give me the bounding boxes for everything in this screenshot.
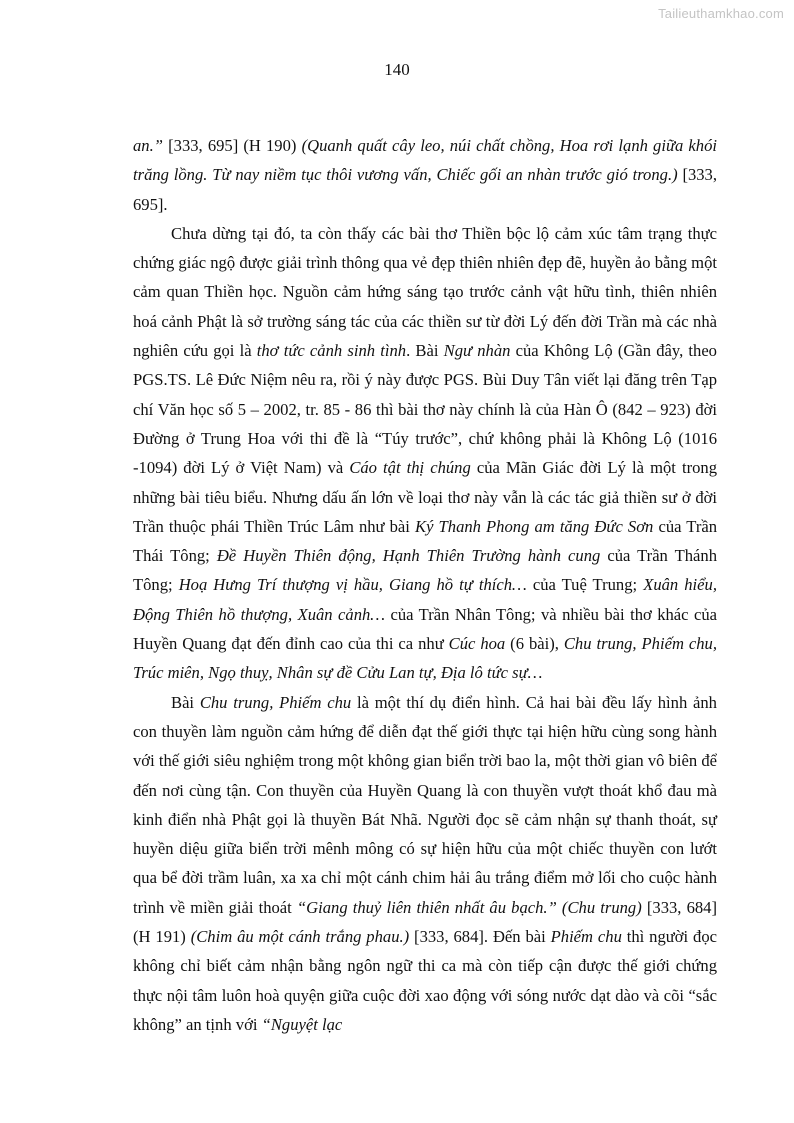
text-run: của Tuệ Trung; xyxy=(526,575,644,595)
italic-run: Cáo tật thị chúng xyxy=(349,458,471,478)
italic-run: (Chim âu một cánh trắng phau.) xyxy=(190,927,410,947)
text-run: [333, 695] (H 190) xyxy=(162,136,302,155)
text-run: Chưa dừng tại đó, ta còn thấy các bài thơ Thiền bộc lộ cảm xúc tâm trạng thực chứng giác ngộ được giải trình thông qua vẻ đẹp thiên nhiên đẹp đẽ, huyền ảo bằng một cảm quan Thiền học. Nguồn cảm hứng sáng tạo trước cảnh vật hữu tình, thiên nhiên hoá cảnh Phật là sở trường sáng tác của các thiền sư từ đời Lý đến đời Trần mà các nhà nghiên cứu gọi là xyxy=(133,223,717,361)
italic-run: Đề Huyền Thiên động, Hạnh Thiên Trường hành cung xyxy=(216,546,601,566)
text-run: của Trần Thái Tông; xyxy=(133,516,718,566)
italic-run: Cúc hoa xyxy=(448,634,506,654)
watermark: Tailieuthamkhao.com xyxy=(658,6,784,21)
italic-run: an.” xyxy=(133,136,163,155)
text-run: của Không Lộ (Gần đây, theo PGS.TS. Lê Đức Niệm nêu ra, rồi ý này được PGS. Bùi Duy Tân viết lại đăng trên Tạp chí Văn học số 5 – 2002, tr. 85 - 86 thì bài thơ này chính là của Hàn Ô (842 – 923) đời Đường ở Trung Hoa với thi đề là “Túy trước”, chứ không phải là Không Lộ (1016 -1094) đời Lý ở Việt Nam) và xyxy=(133,341,717,478)
italic-run: Phiếm chu xyxy=(550,927,622,947)
italic-run: Chu trung, Phiếm chu, Trúc miên, Ngọ thuỵ, Nhân sự đề Cửu Lan tự, Địa lô tức sự… xyxy=(133,634,717,683)
text-run: là một thí dụ điển hình. Cả hai bài đều lấy hình ảnh con thuyền làm nguồn cảm hứng để diễn đạt thế giới thực tại hiện hữu cùng song hành với thế giới siêu nghiệm trong một không gian biển trời bao la, một thời gian vô biên để đến nơi cùng tận. Con thuyền của Huyền Quang là con thuyền vượt thoát khổ đau mà kinh điển nhà Phật gọi là thuyền Bát Nhã. Người đọc sẽ cảm nhận sự thanh thoát, sự huyền diệu giữa biển trời mênh mông có sự hiện hữu của một chiếc thuyền con lướt qua bể đời trầm luân, xa xa chỉ một cánh chim hải âu trắng điểm mở lối cho cuộc hành trình về miền giải thoát xyxy=(133,692,717,917)
text-run: . Bài xyxy=(406,341,444,361)
text-run: của Trần Thánh Tông; xyxy=(133,546,717,595)
text-run: Bài xyxy=(171,692,200,712)
italic-run: “Nguyệt lạc xyxy=(261,1014,343,1034)
text-run: [333, 684]. Đến bài xyxy=(409,927,551,947)
text-run: [333, 684] (H 191) xyxy=(133,897,717,947)
italic-run: Xuân hiểu, Động Thiên hồ thượng, Xuân cảnh… xyxy=(133,575,717,624)
paragraph xyxy=(133,131,717,219)
body-text xyxy=(133,131,717,1039)
italic-run: Ngư nhàn xyxy=(443,341,511,361)
page-number: 140 xyxy=(384,60,410,79)
paragraph xyxy=(133,219,717,688)
italic-run: Ký Thanh Phong am tăng Đức Sơn xyxy=(415,516,654,536)
paragraph xyxy=(133,688,717,1040)
text-run: thì người đọc không chỉ biết cảm nhận bằng ngôn ngữ thi ca mà còn tiếp cận được thế giới chứng thực nội tâm luôn hoà quyện giữa cuộc đời xao động với sóng nước dạt dào và cõi “sắc không” an tịnh với xyxy=(133,927,717,1034)
text-run: [333, 695]. xyxy=(133,165,718,214)
italic-run: Chu trung, Phiếm chu xyxy=(199,692,352,712)
text-run: của Trần Nhân Tông; và nhiều bài thơ khác của Huyền Quang đạt đến đỉnh cao của thi ca như xyxy=(133,604,717,654)
italic-run: Hoạ Hưng Trí thượng vị hầu, Giang hồ tự thích… xyxy=(178,575,527,595)
italic-run: “Giang thuỷ liên thiên nhất âu bạch.” (Chu trung) xyxy=(296,897,642,917)
text-run: (6 bài), xyxy=(505,634,564,654)
text-run: của Mãn Giác đời Lý là một trong những bài tiêu biểu. Nhưng dấu ấn lớn về loại thơ này vẫn là các tác giả thiền sư ở đời Trần thuộc phái Thiền Trúc Lâm như bài xyxy=(133,458,717,536)
italic-run: (Quanh quất cây leo, núi chất chồng, Hoa rơi lạnh giữa khói trăng lồng. Từ nay niềm tục thôi vương vấn, Chiếc gối an nhàn trước gió trong.) xyxy=(133,136,718,185)
italic-run: thơ tức cảnh sinh tình xyxy=(256,341,407,361)
